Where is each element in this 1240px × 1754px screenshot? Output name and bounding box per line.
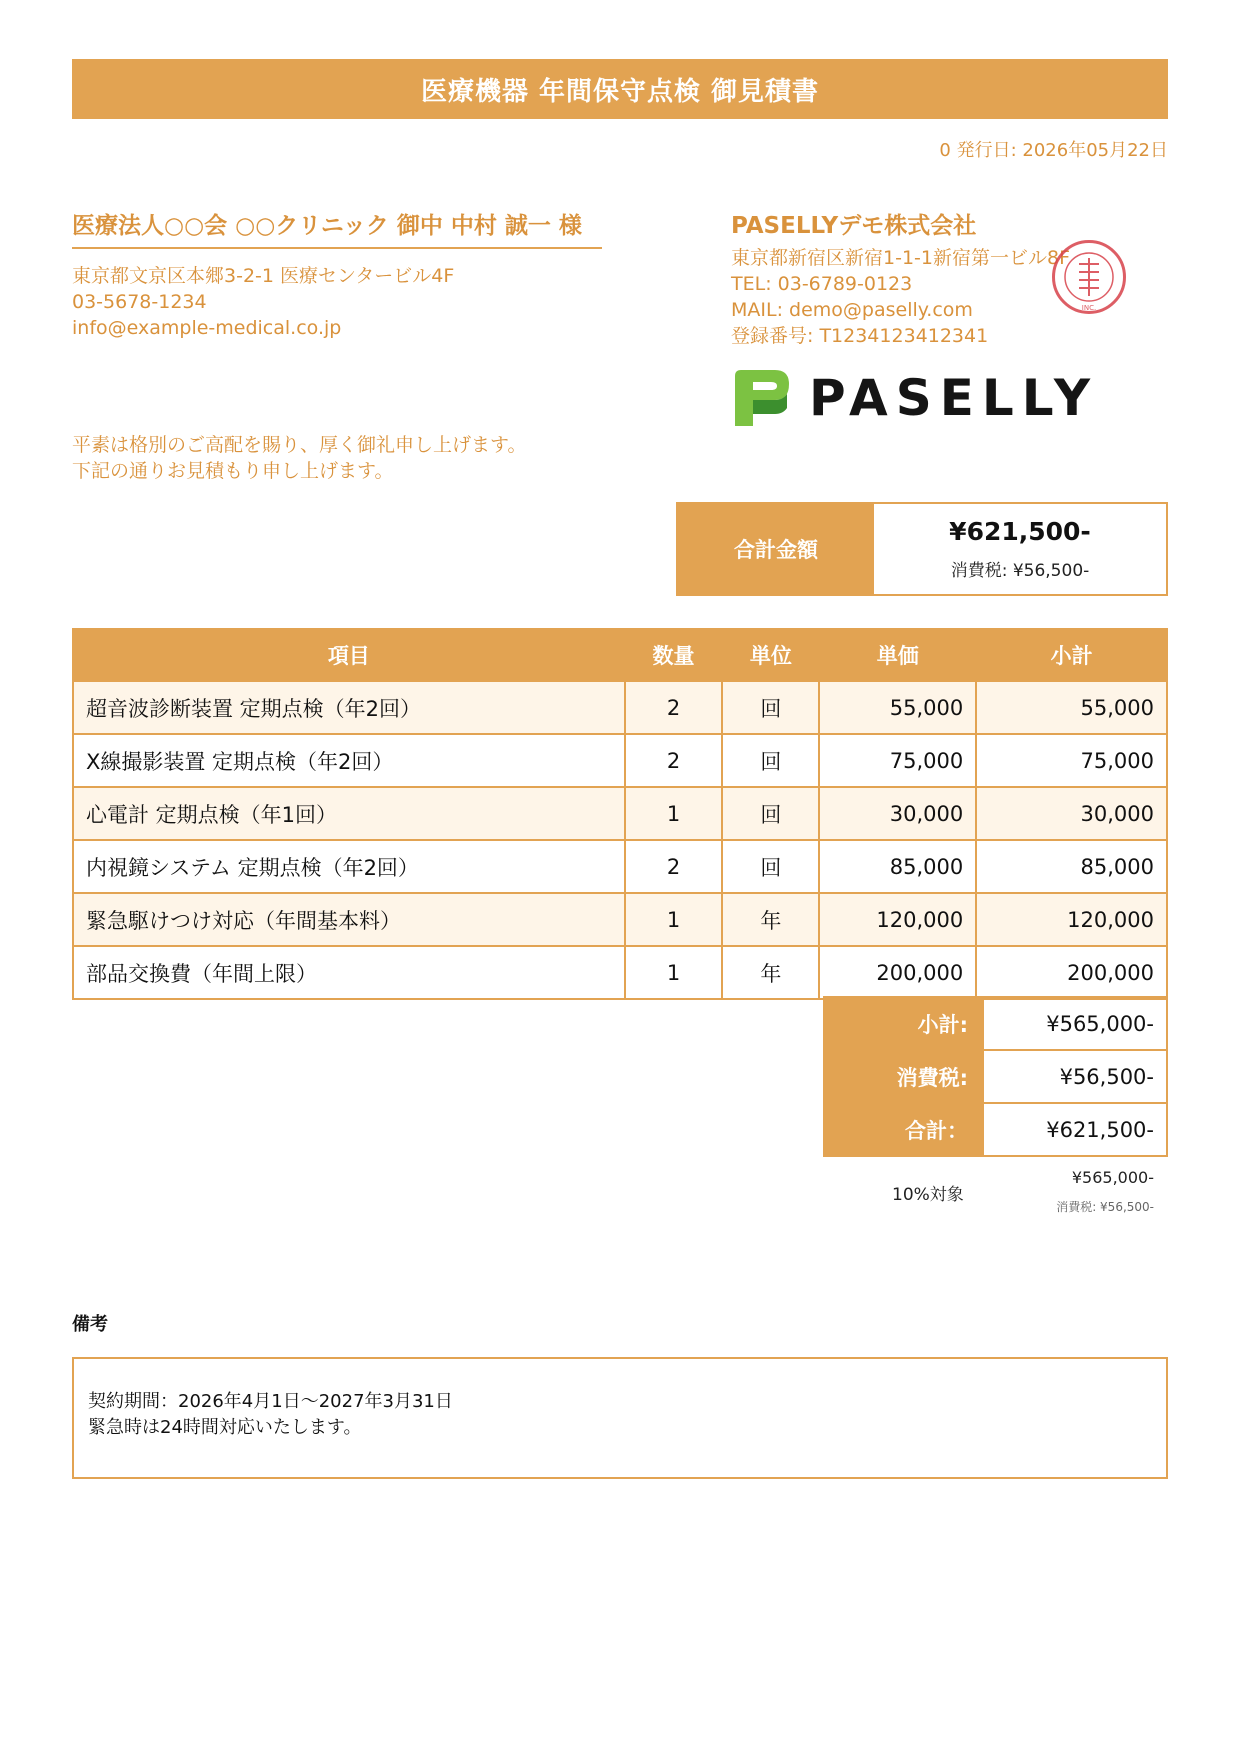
item-name: 緊急駆けつけ対応（年間基本料） xyxy=(73,893,625,946)
summary-tax-label: 消費税: xyxy=(824,1050,983,1103)
grand-total-box xyxy=(676,502,1168,596)
company-address: 東京都新宿区新宿1-1-1新宿第一ビル8F xyxy=(731,247,1070,269)
tax-rate-label: 10%対象 xyxy=(892,1185,964,1205)
tax-rate-amount: ¥565,000- xyxy=(1071,1168,1154,1187)
logo-mark-icon xyxy=(731,368,791,428)
item-price: 55,000 xyxy=(819,681,976,734)
greeting-line-1: 平素は格別のご高配を賜り、厚く御礼申し上げます。 xyxy=(72,434,527,456)
line-items-table xyxy=(72,628,1168,1000)
client-address: 東京都文京区本郷3-2-1 医療センタービル4F xyxy=(72,265,455,287)
item-qty: 1 xyxy=(625,787,723,840)
table-row xyxy=(73,681,1167,734)
client-info xyxy=(72,263,602,341)
item-qty: 2 xyxy=(625,840,723,893)
header-item: 項目 xyxy=(73,629,625,681)
company-seal-stamp xyxy=(1052,240,1126,314)
item-unit: 回 xyxy=(722,840,819,893)
item-unit: 回 xyxy=(722,734,819,787)
header-subtotal: 小計 xyxy=(976,629,1167,681)
remarks-line-2: 緊急時は24時間対応いたします。 xyxy=(88,1417,362,1438)
summary-table xyxy=(823,996,1168,1157)
document-title: 医療機器 年間保守点検 御見積書 xyxy=(72,59,1168,119)
greeting-line-2: 下記の通りお見積もり申し上げます。 xyxy=(72,460,394,482)
item-unit: 年 xyxy=(722,946,819,999)
company-logo xyxy=(731,368,1098,428)
item-qty: 1 xyxy=(625,946,723,999)
item-name: 超音波診断装置 定期点検（年2回） xyxy=(73,681,625,734)
item-name: 内視鏡システム 定期点検（年2回） xyxy=(73,840,625,893)
greeting xyxy=(72,432,526,484)
item-qty: 2 xyxy=(625,681,723,734)
item-subtotal: 120,000 xyxy=(976,893,1167,946)
item-qty: 1 xyxy=(625,893,723,946)
company-name: PASELLYデモ株式会社 xyxy=(731,213,977,239)
item-price: 30,000 xyxy=(819,787,976,840)
item-name: 部品交換費（年間上限） xyxy=(73,946,625,999)
remarks-line-1: 契約期間：2026年4月1日～2027年3月31日 xyxy=(88,1391,453,1412)
grand-total-label: 合計金額 xyxy=(678,504,874,594)
item-price: 75,000 xyxy=(819,734,976,787)
item-name: X線撮影装置 定期点検（年2回） xyxy=(73,734,625,787)
remarks-title: 備考 xyxy=(72,1314,108,1335)
table-row xyxy=(73,840,1167,893)
grand-total-amount: ¥621,500- xyxy=(949,517,1091,546)
item-unit: 年 xyxy=(722,893,819,946)
table-row xyxy=(73,946,1167,999)
item-name: 心電計 定期点検（年1回） xyxy=(73,787,625,840)
item-price: 85,000 xyxy=(819,840,976,893)
summary-subtotal-label: 小計: xyxy=(824,997,983,1050)
svg-text:INC.: INC. xyxy=(1081,304,1097,312)
item-qty: 2 xyxy=(625,734,723,787)
client-block xyxy=(72,212,602,341)
header-qty: 数量 xyxy=(625,629,723,681)
item-subtotal: 200,000 xyxy=(976,946,1167,999)
tax-rate-tax: 消費税: ¥56,500- xyxy=(1056,1200,1154,1214)
company-tel: TEL: 03-6789-0123 xyxy=(731,273,913,295)
remarks-box xyxy=(72,1357,1168,1479)
item-subtotal: 85,000 xyxy=(976,840,1167,893)
logo-wordmark: PASELLY xyxy=(809,369,1099,427)
summary-total-row xyxy=(824,1103,1167,1156)
company-registration: 登録番号: T1234123412341 xyxy=(731,325,989,347)
item-subtotal: 55,000 xyxy=(976,681,1167,734)
summary-subtotal-row xyxy=(824,997,1167,1050)
item-subtotal: 30,000 xyxy=(976,787,1167,840)
summary-total-value: ¥621,500- xyxy=(983,1103,1167,1156)
client-email: info@example-medical.co.jp xyxy=(72,317,342,339)
item-unit: 回 xyxy=(722,787,819,840)
header-price: 単価 xyxy=(819,629,976,681)
summary-subtotal-value: ¥565,000- xyxy=(983,997,1167,1050)
summary-tax-value: ¥56,500- xyxy=(983,1050,1167,1103)
seal-icon xyxy=(1052,240,1126,314)
item-unit: 回 xyxy=(722,681,819,734)
item-subtotal: 75,000 xyxy=(976,734,1167,787)
table-row xyxy=(73,734,1167,787)
grand-total-tax: 消費税: ¥56,500- xyxy=(950,561,1090,581)
company-mail: MAIL: demo@paselly.com xyxy=(731,299,973,321)
client-phone: 03-5678-1234 xyxy=(72,291,207,313)
item-price: 200,000 xyxy=(819,946,976,999)
table-row xyxy=(73,787,1167,840)
header-unit: 単位 xyxy=(722,629,819,681)
client-name: 医療法人○○会 ○○クリニック 御中 中村 誠一 様 xyxy=(72,212,602,249)
table-header-row xyxy=(73,629,1167,681)
table-row xyxy=(73,893,1167,946)
summary-tax-row xyxy=(824,1050,1167,1103)
issue-date: 0 発行日: 2026年05月22日 xyxy=(939,140,1168,161)
summary-total-label: 合計： xyxy=(824,1103,983,1156)
item-price: 120,000 xyxy=(819,893,976,946)
